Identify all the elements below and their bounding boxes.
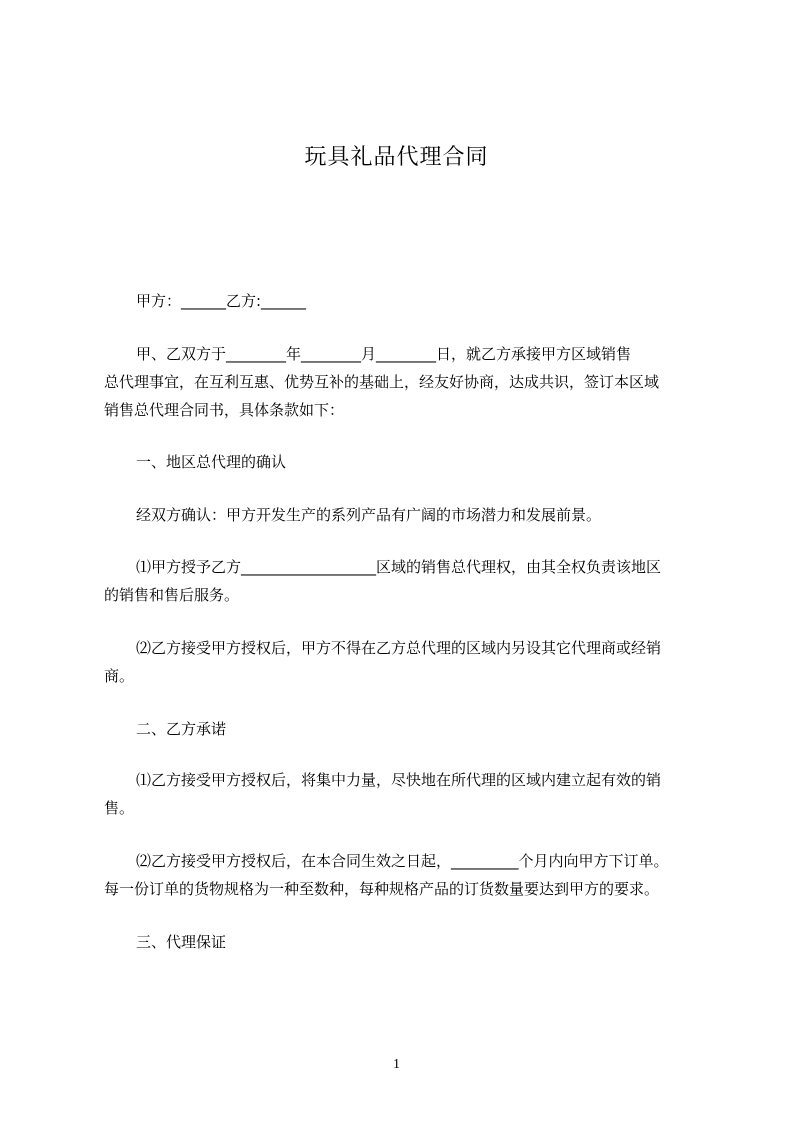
document-title: 玩具礼品代理合同: [304, 145, 489, 170]
intro-line-2: 总代理事宜，在互利互惠、优势互补的基础上，经友好协商，达成共识，签订本区域: [104, 373, 660, 391]
section-1-heading: 一、地区总代理的确认: [136, 453, 287, 471]
section-3-heading: 三、代理保证: [136, 933, 227, 951]
section-1-confirm: 经双方确认：甲方开发生产的系列产品有广阔的市场潜力和发展前景。: [136, 506, 602, 524]
intro-line-1: 甲、乙双方于________年________月________日，就乙方承接甲方区域销售: [136, 345, 632, 363]
page-number: 1: [393, 1057, 400, 1072]
parties-line: [104, 287, 692, 315]
section-1-item-2: ⑵乙方接受甲方授权后，甲方不得在乙方总代理的区域内另设其它代理商或经销 商。: [104, 639, 662, 685]
section-2-item-1: ⑴乙方接受甲方授权后，将集中力量，尽快地在所代理的区域内建立起有效的销 售。: [104, 771, 662, 817]
parties-text: 甲方：______乙方:______: [136, 292, 307, 310]
intro-line-3: 销售总代理合同书，具体条款如下：: [104, 401, 345, 419]
section-2-item-2: ⑵乙方接受甲方授权后，在本合同生效之日起，_________个月内向甲方下订单。 每一份订单的货物规格为一种至数种，每种规格产品的订货数量要达到甲方的要求。: [104, 852, 669, 898]
section-2-heading: 二、乙方承诺: [136, 720, 227, 738]
intro-paragraph: [104, 340, 692, 424]
section-1-item-1: ⑴甲方授予乙方__________________区域的销售总代理权，由其全权负责该地区 的销售和售后服务。: [104, 558, 662, 604]
